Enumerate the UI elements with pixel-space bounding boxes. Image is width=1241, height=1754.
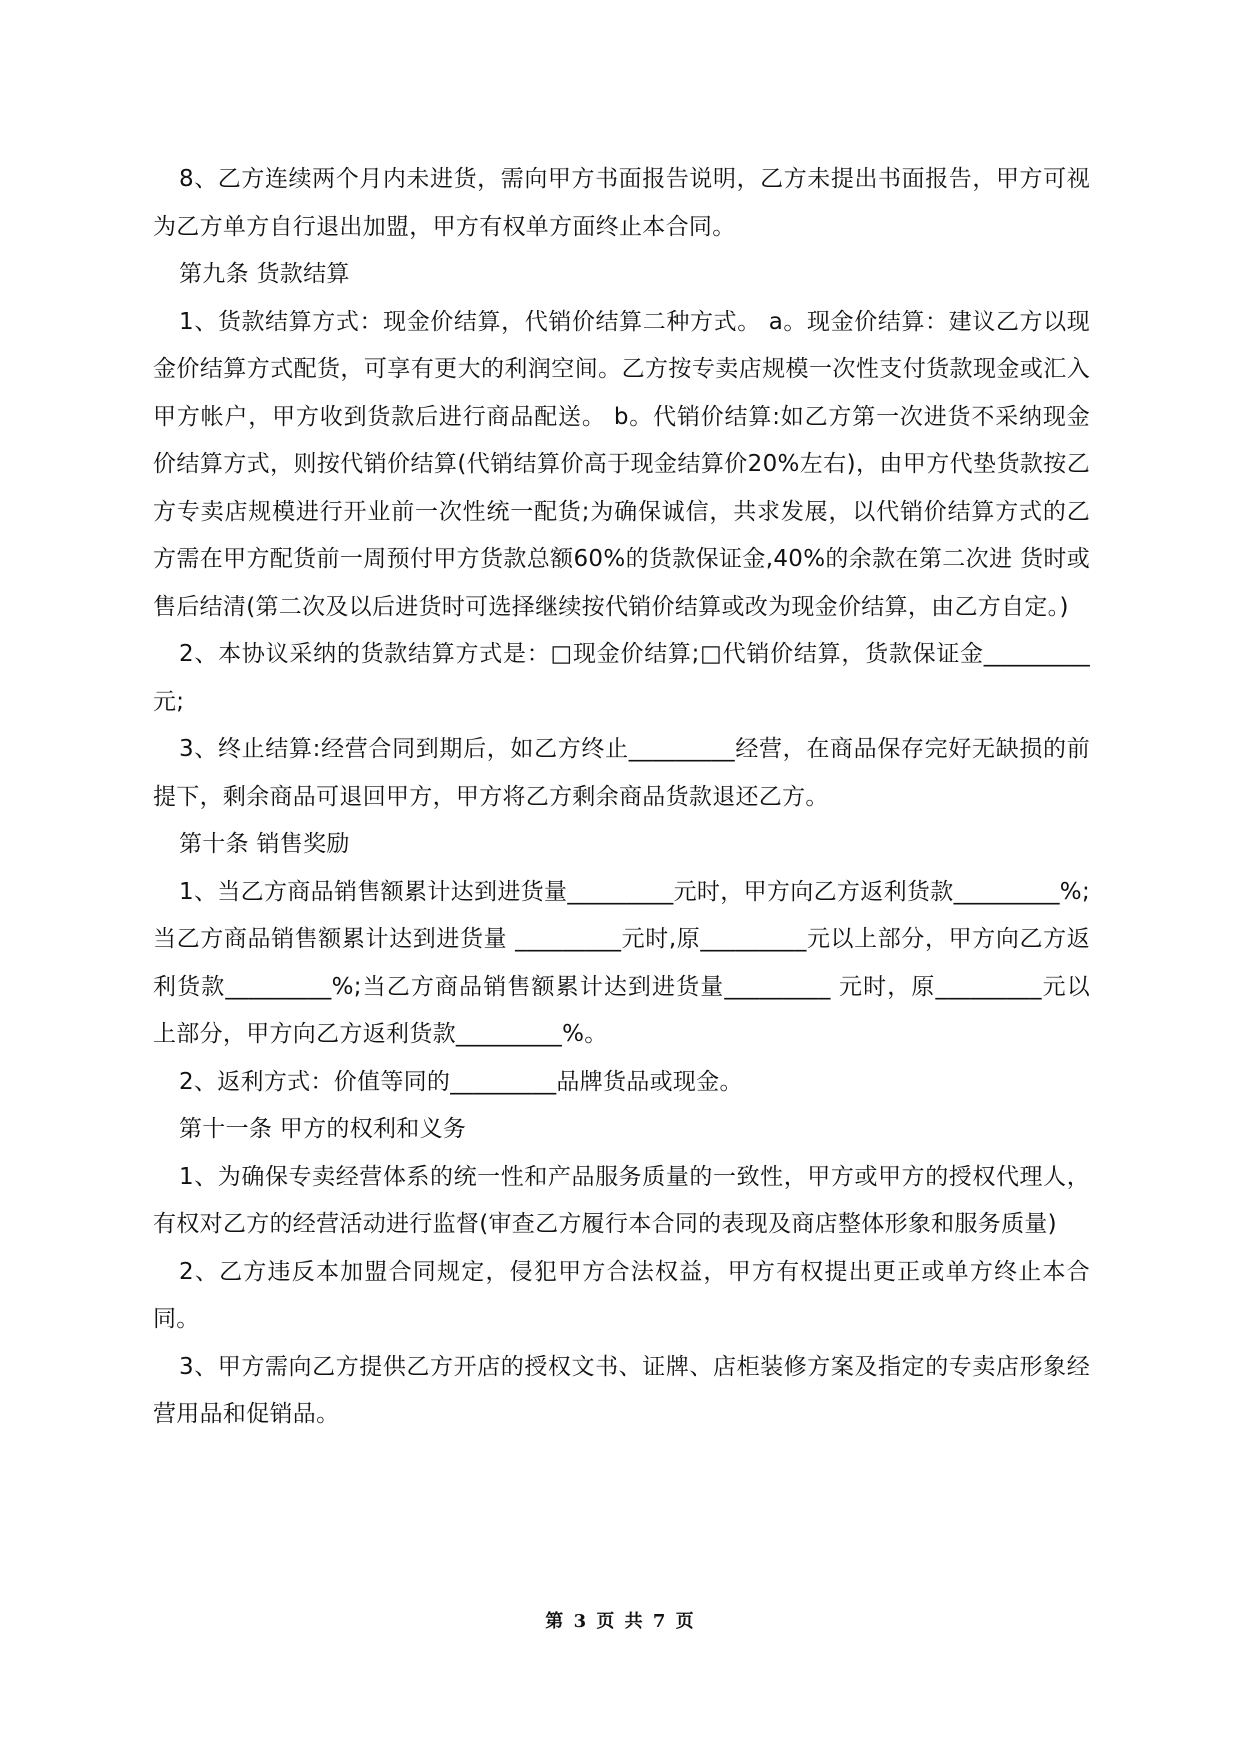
- heading-article-10: 第十条 销售奖励: [179, 831, 350, 857]
- clause-8-no-purchase: 8、乙方连续两个月内未进货，需向甲方书面报告说明，乙方未提出书面报告，甲方可视为乙方单方自行退出加盟，甲方有权单方面终止本合同。: [153, 166, 1090, 240]
- clause-9-3-termination-settlement: 3、终止结算:经营合同到期后，如乙方终止_________经营，在商品保存完好无缺损的前提下，剩余商品可退回甲方，甲方将乙方剩余商品货款退还乙方。: [153, 736, 1090, 810]
- clause-9-2-chosen-method: 2、本协议采纳的货款结算方式是：□现金价结算;□代销价结算，货款保证金_________元;: [153, 641, 1090, 715]
- clause-11-1-supervision: 1、为确保专卖经营体系的统一性和产品服务质量的一致性，甲方或甲方的授权代理人，有权对乙方的经营活动进行监督(审查乙方履行本合同的表现及商店整体形象和服务质量): [153, 1163, 1090, 1237]
- clause-10-1-rebate-tiers: 1、当乙方商品销售额累计达到进货量_________元时，甲方向乙方返利货款_________%;当乙方商品销售额累计达到进货量 _________元时,原_________元以上部分，甲方向乙方返利货款_________%;当乙方商品销售额累计达到进货量_________ 元时，原_________元以上部分，甲方向乙方返利货款_________%。: [153, 878, 1090, 1047]
- clause-10-2-rebate-method: 2、返利方式：价值等同的_________品牌货品或现金。: [179, 1068, 743, 1095]
- clause-11-2-termination-right: 2、乙方违反本加盟合同规定，侵犯甲方合法权益，甲方有权提出更正或单方终止本合同。: [153, 1258, 1090, 1332]
- heading-article-9: 第九条 货款结算: [179, 261, 350, 287]
- clause-9-1-settlement-methods: 1、货款结算方式：现金价结算，代销价结算二种方式。 a。现金价结算：建议乙方以现金价结算方式配货，可享有更大的利润空间。乙方按专卖店规模一次性支付货款现金或汇入甲方帐户，甲方收到货款后进行商品配送。 b。代销价结算:如乙方第一次进货不采纳现金价结算方式，则按代销价结算(代销结算价高于现金结算价20%左右)，由甲方代垫货款按乙方专卖店规模进行开业前一次性统一配货;为确保诚信，共求发展，以代销价结算方式的乙方需在甲方配货前一周预付甲方货款总额60%的货款保证金,40%的余款在第二次进 货时或售后结清(第二次及以后进货时可选择继续按代销价结算或改为现金价结算，由乙方自定。): [153, 308, 1090, 620]
- document-body: [153, 156, 1090, 1439]
- clause-11-3-materials: 3、甲方需向乙方提供乙方开店的授权文书、证牌、店柜装修方案及指定的专卖店形象经营用品和促销品。: [153, 1353, 1090, 1427]
- heading-article-11: 第十一条 甲方的权利和义务: [179, 1116, 467, 1142]
- page-number-footer: 第 3 页 共 7 页: [545, 1611, 696, 1632]
